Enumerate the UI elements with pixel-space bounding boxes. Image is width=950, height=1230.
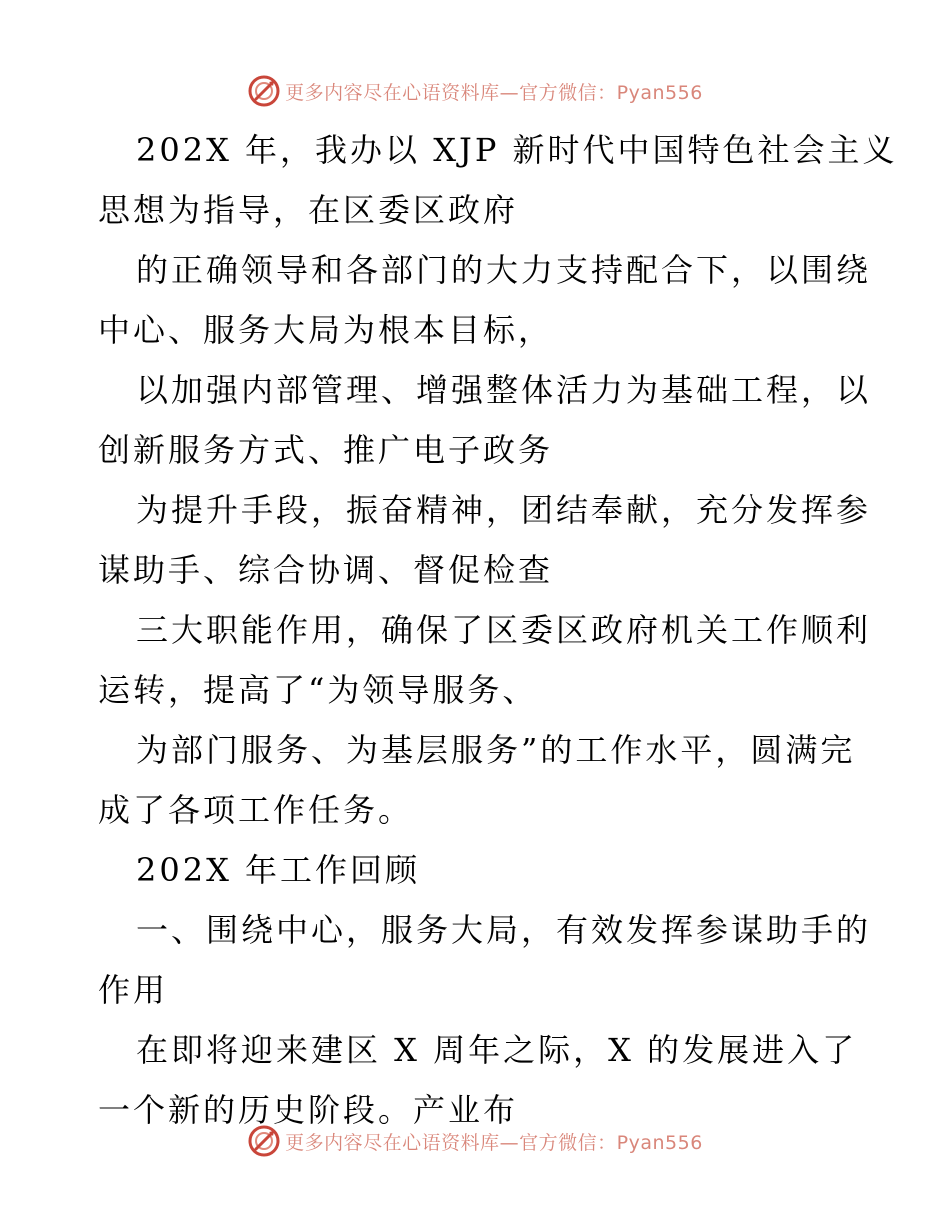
text-line: 成了各项工作任务。 (98, 791, 414, 829)
text-line: 三大职能作用，确保了区委区政府机关工作顺利 (136, 611, 872, 649)
text-line: 创新服务方式、推广电子政务 (98, 431, 554, 469)
text-line: 一个新的历史阶段。产业布 (98, 1091, 519, 1129)
watermark-header (0, 71, 950, 111)
logo-icon (247, 1124, 281, 1158)
watermark-footer (0, 1121, 950, 1161)
text-line: 作用 (98, 971, 169, 1009)
watermark-text: 更多内容尽在心语资料库—官方微信：Pyan556 (285, 1131, 703, 1154)
text-line: 为部门服务、为基层服务”的工作水平，圆满完 (136, 731, 856, 769)
text-line: 在即将迎来建区 X 周年之际，X 的发展进入了 (136, 1031, 858, 1069)
text-line: 运转，提高了“为领导服务、 (98, 671, 538, 709)
text-line: 为提升手段，振奋精神，团结奉献，充分发挥参 (136, 491, 872, 529)
subsection-heading: 一、围绕中心，服务大局，有效发挥参谋助手的 (136, 911, 872, 949)
logo-icon (247, 74, 281, 108)
watermark-text: 更多内容尽在心语资料库—官方微信：Pyan556 (285, 81, 703, 104)
text-line: 202X 年，我办以 XJP 新时代中国特色社会主义 (136, 131, 898, 169)
text-line: 中心、服务大局为根本目标， (98, 311, 554, 349)
text-line: 谋助手、综合协调、督促检查 (98, 551, 554, 589)
document-body (98, 120, 898, 1140)
text-line: 以加强内部管理、增强整体活力为基础工程，以 (136, 371, 872, 409)
text-line: 的正确领导和各部门的大力支持配合下，以围绕 (136, 251, 872, 289)
section-heading: 202X 年工作回顾 (136, 851, 421, 889)
text-line: 思想为指导，在区委区政府 (98, 191, 519, 229)
